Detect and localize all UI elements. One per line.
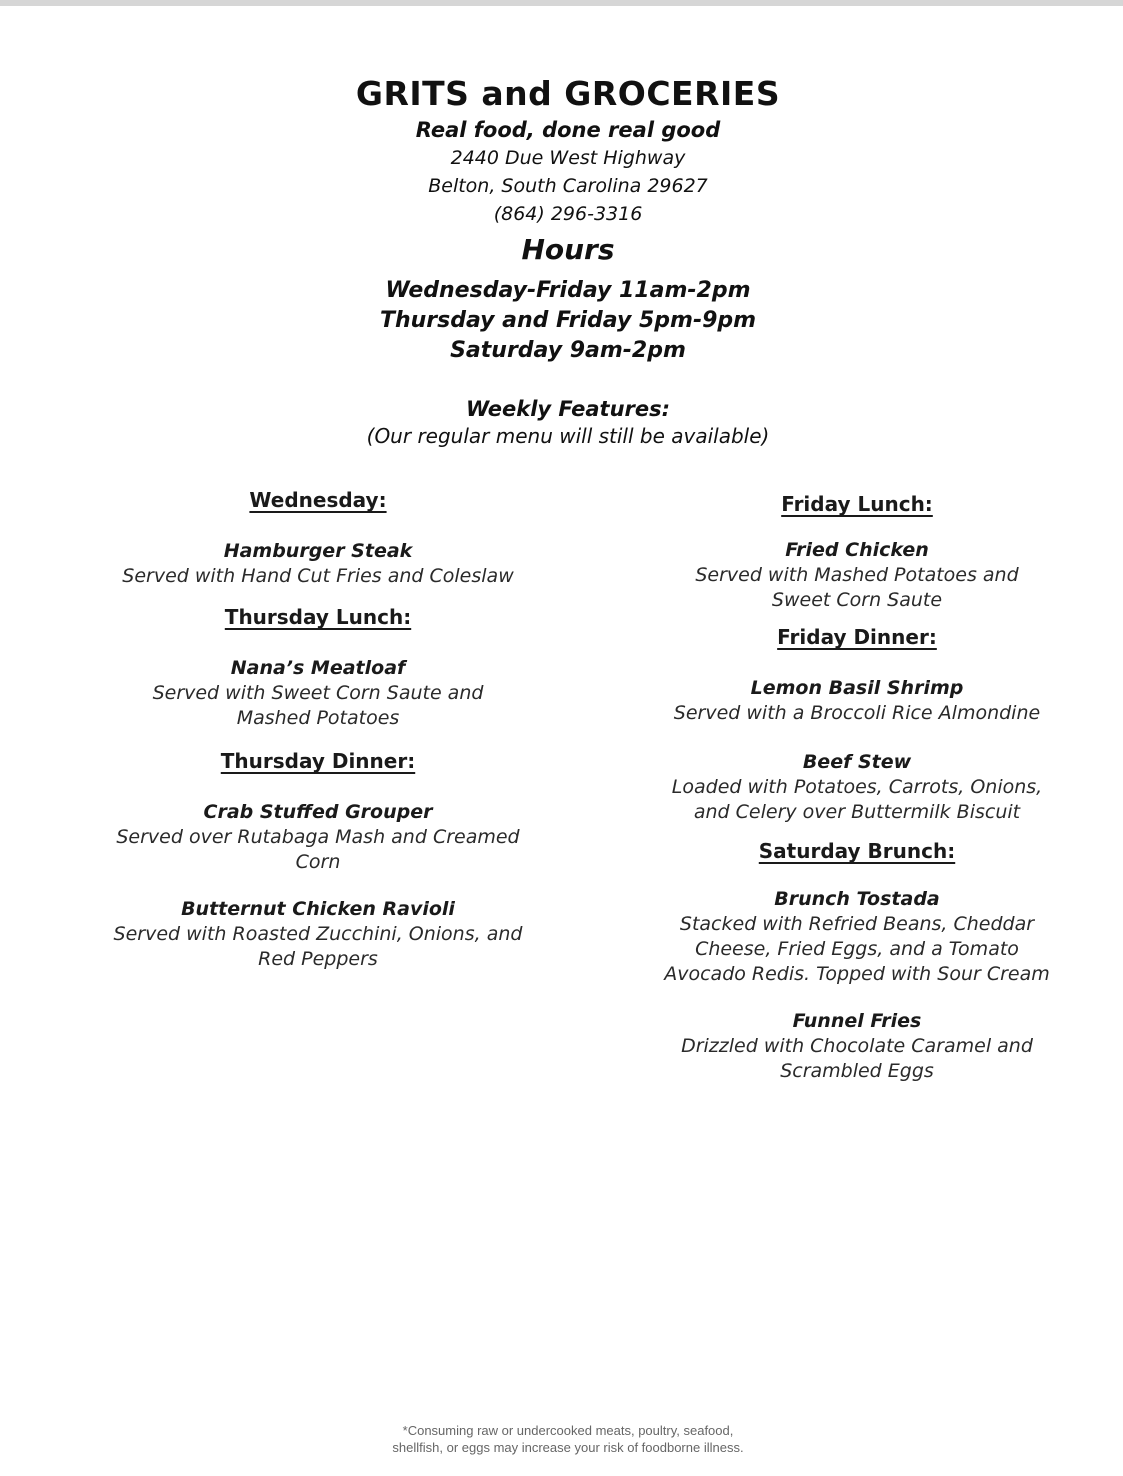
item-description: Avocado Redis. Topped with Sour Cream xyxy=(664,963,1050,985)
menu-item xyxy=(98,897,538,972)
disclaimer-line-2: shellfish, or eggs may increase your risk of foodborne illness. xyxy=(392,1440,744,1455)
food-safety-disclaimer xyxy=(0,1422,1123,1456)
right-column xyxy=(650,490,1064,1084)
item-description: Corn xyxy=(295,851,341,873)
restaurant-tagline: Real food, done real good xyxy=(415,118,721,142)
left-column xyxy=(98,486,538,972)
item-description: Stacked with Refried Beans, Cheddar xyxy=(679,913,1035,935)
hours-heading: Hours xyxy=(521,233,615,266)
menu-item xyxy=(98,539,538,589)
item-description: Scrambled Eggs xyxy=(780,1060,934,1082)
section-title-wednesday: Wednesday: xyxy=(249,488,387,512)
item-name: Fried Chicken xyxy=(785,539,929,561)
item-name: Brunch Tostada xyxy=(774,888,940,910)
item-description: Cheese, Fried Eggs, and a Tomato xyxy=(695,938,1019,960)
menu-item xyxy=(650,750,1064,825)
hours-line: Thursday and Friday 5pm-9pm xyxy=(379,308,757,333)
item-name: Crab Stuffed Grouper xyxy=(203,801,433,823)
menu-item xyxy=(650,538,1064,613)
menu-item xyxy=(98,800,538,875)
address-line-2: Belton, South Carolina 29627 xyxy=(428,175,708,197)
weekly-features-note: (Our regular menu will still be available) xyxy=(366,424,770,448)
item-description: Served with Sweet Corn Saute and xyxy=(152,682,484,704)
item-description: and Celery over Buttermilk Biscuit xyxy=(693,801,1021,823)
hours-line: Saturday 9am-2pm xyxy=(450,338,686,363)
item-name: Lemon Basil Shrimp xyxy=(750,677,964,699)
item-name: Beef Stew xyxy=(802,751,912,773)
menu-header xyxy=(0,74,1123,450)
item-name: Funnel Fries xyxy=(792,1010,922,1032)
section-title-friday-dinner: Friday Dinner: xyxy=(777,625,937,649)
weekly-features-heading: Weekly Features: xyxy=(465,397,671,421)
item-description: Sweet Corn Saute xyxy=(771,589,943,611)
item-name: Hamburger Steak xyxy=(223,540,413,562)
item-description: Served with Roasted Zucchini, Onions, and xyxy=(113,923,523,945)
disclaimer-line-1: *Consuming raw or undercooked meats, poultry, seafood, xyxy=(402,1423,734,1438)
item-description: Served with Mashed Potatoes and xyxy=(695,564,1019,586)
menu-item xyxy=(650,1009,1064,1084)
hours-line: Wednesday-Friday 11am-2pm xyxy=(385,278,751,303)
top-border xyxy=(0,0,1123,6)
item-description: Mashed Potatoes xyxy=(236,707,400,729)
phone-number: (864) 296-3316 xyxy=(493,203,643,225)
section-title-saturday-brunch: Saturday Brunch: xyxy=(758,839,956,863)
section-title-friday-lunch: Friday Lunch: xyxy=(781,492,933,516)
section-title-thursday-lunch: Thursday Lunch: xyxy=(224,605,412,629)
item-description: Drizzled with Chocolate Caramel and xyxy=(681,1035,1033,1057)
item-description: Served over Rutabaga Mash and Creamed xyxy=(116,826,520,848)
menu-item xyxy=(650,887,1064,987)
item-description: Loaded with Potatoes, Carrots, Onions, xyxy=(671,776,1043,798)
item-description: Served with a Broccoli Rice Almondine xyxy=(673,702,1041,724)
section-title-thursday-dinner: Thursday Dinner: xyxy=(220,749,416,773)
restaurant-title: GRITS and GROCERIES xyxy=(355,74,781,113)
menu-item xyxy=(98,656,538,731)
menu-item xyxy=(650,676,1064,726)
item-description: Served with Hand Cut Fries and Coleslaw xyxy=(122,565,514,587)
item-description: Red Peppers xyxy=(258,948,378,970)
item-name: Butternut Chicken Ravioli xyxy=(181,898,455,920)
address-line-1: 2440 Due West Highway xyxy=(450,147,686,169)
item-name: Nana’s Meatloaf xyxy=(230,657,406,679)
